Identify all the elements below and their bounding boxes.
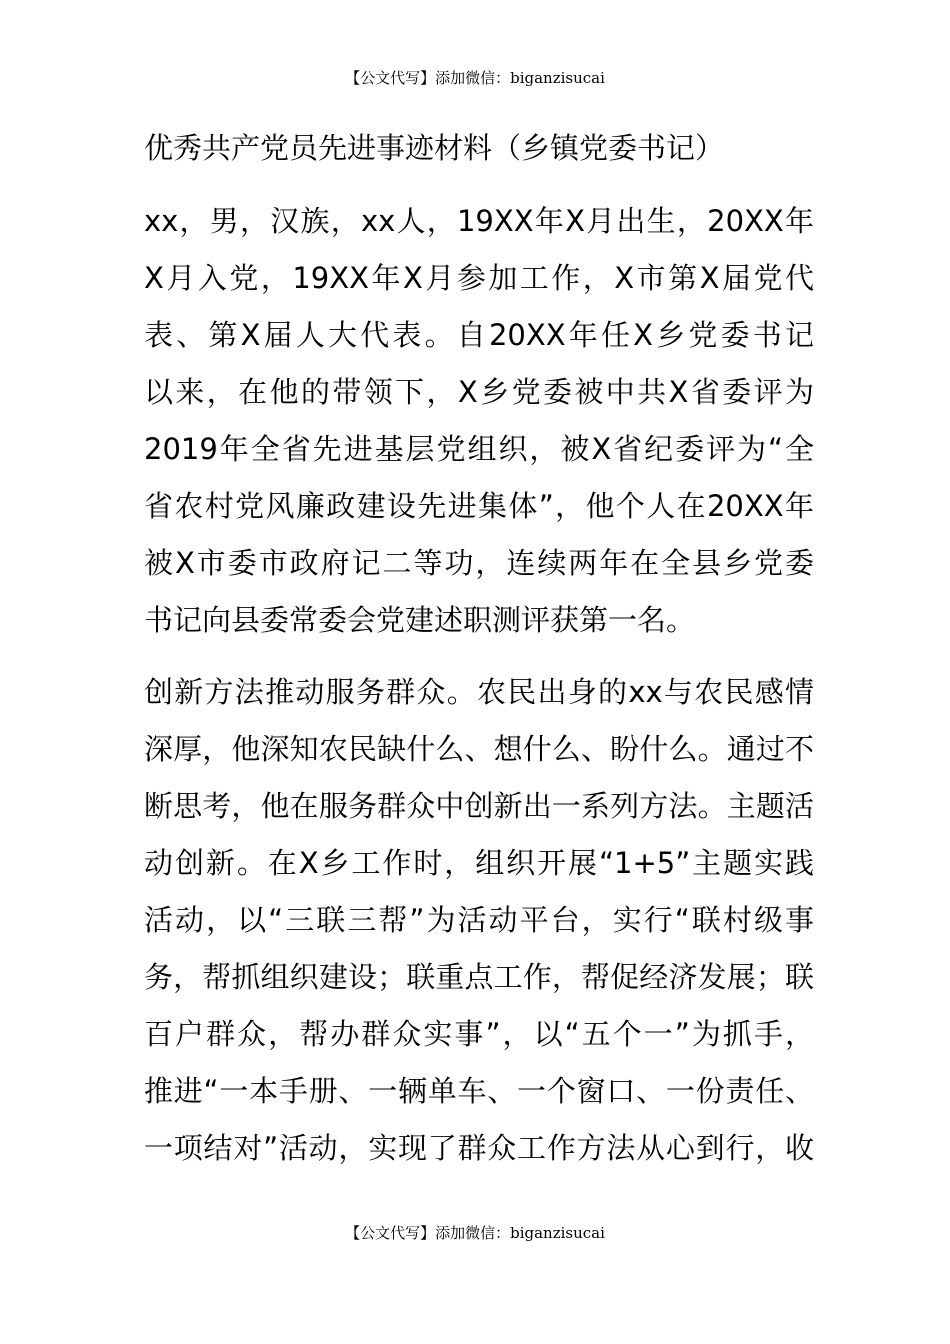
paragraph-line: 推进“一本手册、一辆单车、一个窗口、一份责任、 (144, 1074, 814, 1108)
page-header: 【公文代写】添加微信：biganzisucai (345, 69, 605, 87)
paragraph-line: 以来，在他的带领下，X乡党委被中共X省委评为 (144, 375, 814, 409)
paragraph-line: 创新方法推动服务群众。农民出身的xx与农民感情 (144, 675, 814, 709)
paragraph-line: 表、第X届人大代表。自20XX年任X乡党委书记 (144, 318, 814, 352)
paragraph-line: 2019年全省先进基层党组织，被X省纪委评为“全 (144, 432, 814, 466)
page-footer: 【公文代写】添加微信：biganzisucai (345, 1224, 605, 1242)
paragraph-line: 动创新。在X乡工作时，组织开展“1+5”主题实践 (144, 846, 814, 880)
paragraph-intro (144, 193, 814, 649)
paragraph-line: 断思考，他在服务群众中创新出一系列方法。主题活 (144, 789, 814, 823)
paragraph-line: 百户群众，帮办群众实事”，以“五个一”为抓手， (144, 1017, 814, 1051)
paragraph-line: 活动，以“三联三帮”为活动平台，实行“联村级事 (144, 903, 814, 937)
paragraph-line: xx，男，汉族，xx人，19XX年X月出生，20XX年 (144, 204, 814, 238)
paragraph-line: 被X市委市政府记二等功，连续两年在全县乡党委 (144, 546, 814, 580)
paragraph-line: 务，帮抓组织建设；联重点工作，帮促经济发展；联 (144, 960, 814, 994)
document-title: 优秀共产党员先进事迹材料（乡镇党委书记） (144, 131, 725, 165)
paragraph-line: 深厚，他深知农民缺什么、想什么、盼什么。通过不 (144, 732, 814, 766)
paragraph-line: 一项结对”活动，实现了群众工作方法从心到行，收 (144, 1131, 814, 1165)
paragraph-line: X月入党，19XX年X月参加工作，X市第X届党代 (144, 261, 814, 295)
paragraph-line: 书记向县委常委会党建述职测评获第一名。 (144, 603, 696, 637)
paragraph-innovation (144, 664, 814, 1177)
paragraph-line: 省农村党风廉政建设先进集体”，他个人在20XX年 (144, 489, 814, 523)
